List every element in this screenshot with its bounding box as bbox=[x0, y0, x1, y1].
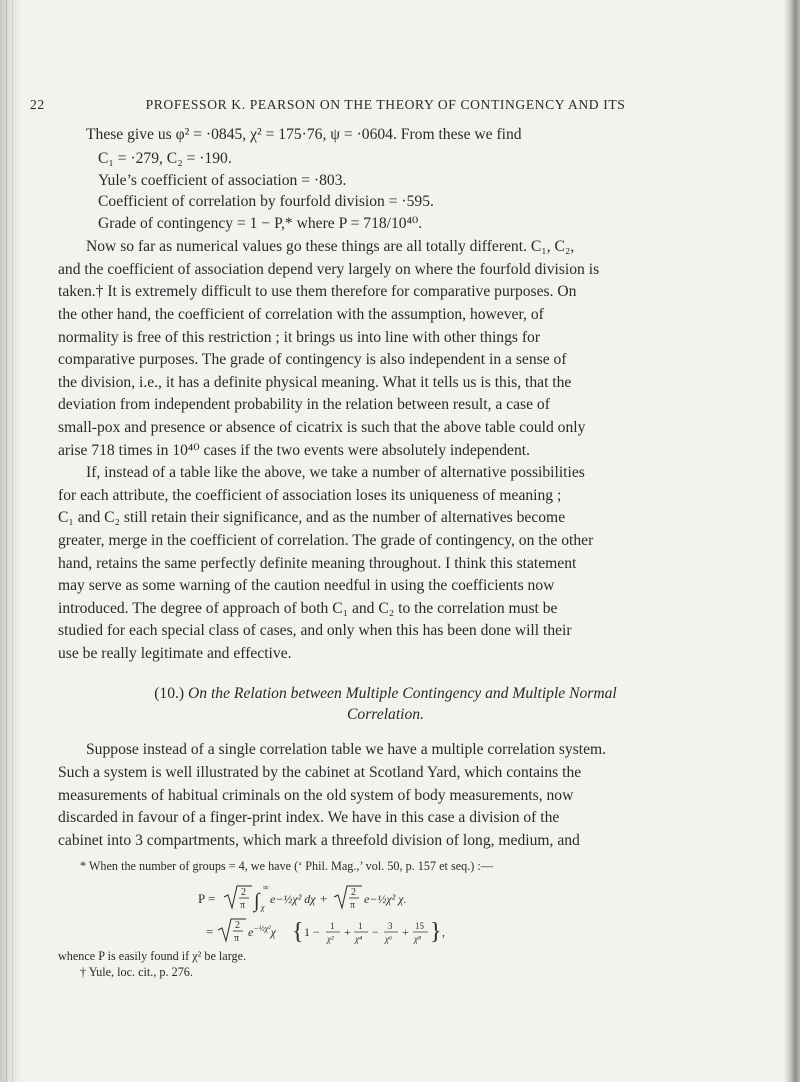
svg-text:1 −: 1 − bbox=[304, 925, 320, 940]
result-line: C₁ = ·279, C₂ = ·190. bbox=[98, 150, 232, 168]
text-line: the division, i.e., it has a definite physical meaning. What it tells us is this, that the bbox=[58, 373, 572, 391]
text-line: normality is free of this restriction ; it brings us into line with other things for bbox=[58, 328, 541, 346]
svg-text:−: − bbox=[372, 925, 379, 940]
formula-lhs-eq: = bbox=[206, 924, 214, 940]
formula-svg bbox=[58, 878, 713, 946]
svg-text:χ⁴: χ⁴ bbox=[355, 934, 363, 945]
result-line: Yule’s coefficient of association = ·803. bbox=[98, 171, 347, 189]
text-line: If, instead of a table like the above, we take a number of alternative possibilities bbox=[86, 464, 585, 482]
text-line: may serve as some warning of the caution needful in using the coefficients now bbox=[58, 577, 555, 595]
result-line: Coefficient of correlation by fourfold division = ·595. bbox=[98, 193, 434, 211]
term-two: e−½χ² χ. bbox=[364, 892, 407, 907]
exp-factor: $e^{-\frac{1}{2}\chi^2}\chi$ bbox=[248, 924, 276, 940]
sqrt-denominator: π bbox=[240, 900, 246, 912]
footnote-continuation: whence P is easily found if χ² be large. bbox=[58, 949, 247, 964]
right-brace: } bbox=[430, 919, 442, 946]
text-line: cabinet into 3 compartments, which mark a threefold division of long, medium, and bbox=[58, 831, 580, 849]
scan-line bbox=[12, 0, 13, 1082]
svg-text:,: , bbox=[442, 925, 445, 940]
svg-text:χ⁶: χ⁶ bbox=[385, 934, 393, 945]
text-line: arise 718 times in 10⁴⁰ cases if the two events were absolutely independent. bbox=[58, 441, 531, 459]
sqrt-sign bbox=[334, 886, 362, 908]
sqrt-sign bbox=[218, 919, 246, 941]
paragraph-numerical-values bbox=[58, 236, 713, 462]
footnote-star: * When the number of groups = 4, we have (‘ Phil. Mag.,’ vol. 50, p. 157 et seq.) :— bbox=[80, 859, 493, 874]
section-heading bbox=[58, 683, 713, 725]
svg-text:15: 15 bbox=[415, 921, 424, 932]
page-number: 22 bbox=[30, 97, 45, 112]
integrand: e−½χ² dχ bbox=[270, 892, 316, 907]
text-line: Now so far as numerical values go these things are all totally different. C₁, C₂, bbox=[86, 238, 575, 256]
svg-text:3: 3 bbox=[388, 921, 393, 932]
running-title: PROFESSOR K. PEARSON ON THE THEORY OF CONTINGENCY AND ITS bbox=[145, 97, 626, 112]
book-page bbox=[30, 94, 713, 980]
plus-sign: + bbox=[320, 891, 328, 907]
svg-text:+: + bbox=[344, 925, 351, 940]
results-list bbox=[98, 148, 713, 234]
text-line: comparative purposes. The grade of contingency is also independent in a sense of bbox=[58, 351, 567, 369]
footnote-dagger: † Yule, loc. cit., p. 276. bbox=[80, 965, 193, 980]
text-line: and the coefficient of association depend very largely on where the fourfold division is bbox=[58, 260, 600, 278]
integral-sign: ∫ bbox=[254, 890, 260, 913]
text-line: C₁ and C₂ still retain their significance, and as the number of alternatives become bbox=[58, 509, 566, 527]
svg-text:χ⁸: χ⁸ bbox=[414, 934, 422, 945]
svg-text:2: 2 bbox=[351, 887, 356, 899]
svg-text:π: π bbox=[350, 900, 356, 912]
sqrt-sign bbox=[224, 886, 252, 908]
svg-text:1: 1 bbox=[358, 921, 363, 932]
svg-text:π: π bbox=[234, 933, 240, 945]
sqrt-numerator: 2 bbox=[241, 887, 246, 899]
running-header bbox=[30, 94, 713, 117]
svg-text:2: 2 bbox=[235, 920, 240, 932]
text-line: discarded in favour of a finger-print index. We have in this case a division of the bbox=[58, 809, 560, 827]
paragraph-alternative-possibilities bbox=[58, 462, 713, 665]
scan-edge-left bbox=[0, 0, 22, 1082]
text-line: greater, merge in the coefficient of correlation. The grade of contingency, on the other bbox=[58, 531, 594, 549]
text-line: small-pox and presence or absence of cicatrix is such that the above table could only bbox=[58, 418, 586, 436]
section-title-continued: Correlation. bbox=[347, 706, 424, 724]
scan-line bbox=[6, 0, 7, 1082]
section-title: On the Relation between Multiple Contingency and Multiple Normal bbox=[188, 685, 617, 703]
footnote-formula bbox=[58, 878, 713, 946]
result-line: Grade of contingency = 1 − P,* where P = 718/10⁴⁰. bbox=[98, 214, 423, 232]
section-number: (10.) bbox=[154, 685, 185, 703]
upper-limit: ∞ bbox=[263, 883, 269, 893]
text-line: Suppose instead of a single correlation table we have a multiple correlation system. bbox=[86, 741, 607, 759]
text-line: for each attribute, the coefficient of association loses its uniqueness of meaning ; bbox=[58, 486, 562, 504]
left-brace: { bbox=[292, 919, 304, 946]
lower-limit: χ bbox=[261, 903, 265, 913]
footnotes bbox=[58, 858, 713, 980]
text-line: measurements of habitual criminals on the old system of body measurements, now bbox=[58, 786, 574, 804]
text-line: deviation from independent probability in the relation between result, a case of bbox=[58, 396, 550, 414]
text-line: the other hand, the coefficient of correlation with the assumption, however, of bbox=[58, 305, 544, 323]
text-line: studied for each special class of cases, and only when this has been done will their bbox=[58, 622, 572, 640]
results-intro: These give us φ² = ·0845, χ² = 175·76, ψ = ·0604. From these we find bbox=[86, 125, 522, 143]
formula-lhs: P = bbox=[198, 891, 216, 907]
text-line: hand, retains the same perfectly definite meaning throughout. I think this statement bbox=[58, 554, 577, 572]
text-line: use be really legitimate and effective. bbox=[58, 644, 292, 662]
text-line: Such a system is well illustrated by the cabinet at Scotland Yard, which contains the bbox=[58, 764, 582, 782]
svg-text:1: 1 bbox=[330, 921, 335, 932]
svg-text:χ²: χ² bbox=[327, 934, 334, 945]
paragraph-multiple-correlation bbox=[58, 739, 713, 852]
svg-text:+: + bbox=[402, 925, 409, 940]
scan-edge-right bbox=[784, 0, 800, 1082]
text-line: introduced. The degree of approach of both C₁ and C₂ to the correlation must be bbox=[58, 599, 558, 617]
text-line: taken.† It is extremely difficult to use them therefore for comparative purposes. On bbox=[58, 283, 577, 301]
